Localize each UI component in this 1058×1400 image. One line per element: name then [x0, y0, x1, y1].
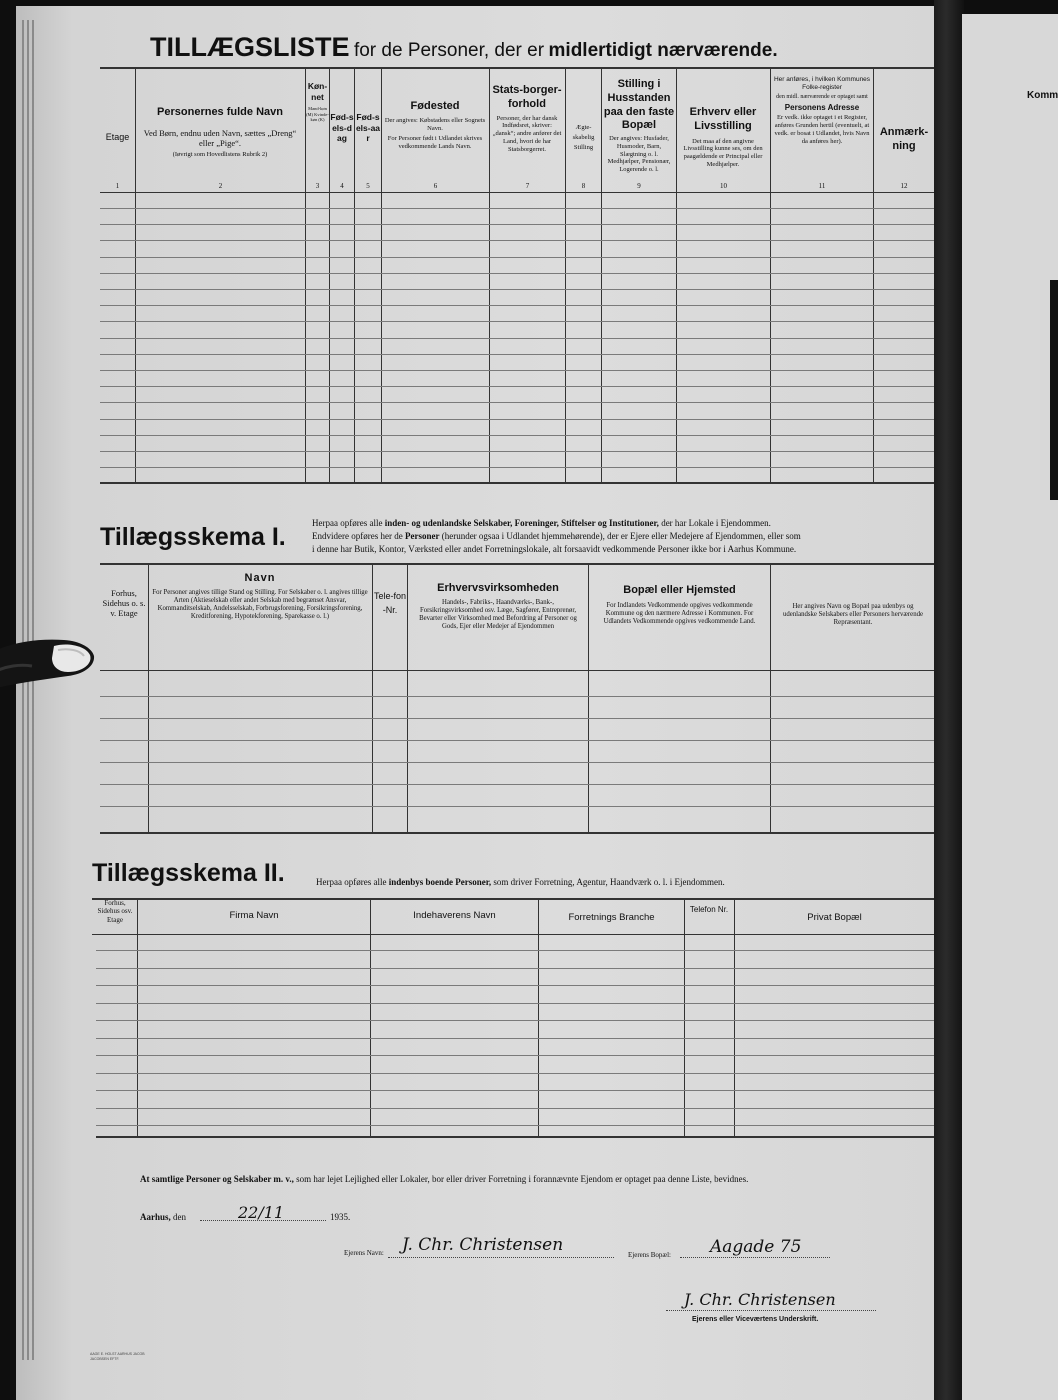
skema1-header-rule [100, 670, 934, 671]
year-label: 1935. [330, 1212, 351, 1222]
col-head: Anmærk-ning [879, 126, 929, 152]
col-divider [734, 898, 735, 1136]
row-rule [100, 208, 934, 209]
col-number: 2 [218, 182, 223, 190]
col-name-header [138, 106, 302, 159]
col-divider [148, 563, 149, 833]
col-divider [137, 898, 138, 1136]
skema2-col-owner: Indehaverens Navn [413, 910, 496, 921]
col-etage-header [100, 132, 135, 143]
col-sub2: (Iøvrigt som Hovedlistens Rubrik 2) [172, 151, 268, 158]
row-rule [100, 273, 934, 274]
skema1-col-representative [778, 603, 928, 627]
row-rule [96, 1003, 934, 1004]
skema1-top-rule [100, 563, 934, 565]
row-rule [100, 402, 934, 403]
row-rule [100, 784, 934, 785]
col-divider [370, 898, 371, 1136]
skema2-top-rule [92, 898, 934, 900]
col-remarks-header [875, 126, 933, 154]
skema2-bottom-rule [96, 1136, 934, 1138]
table-top-rule [100, 67, 934, 69]
col-number: 7 [525, 182, 530, 190]
col-pre: Her anføres, i hvilken Kommunes Folke-register [773, 76, 871, 91]
col-sub2: For Personer født i Udlandet skrives vedkommende Lands Navn. [387, 135, 483, 151]
owner-line [388, 1257, 614, 1258]
col-sub: Mand-køn (M) Kvinde-køn (K) [306, 106, 329, 123]
row-rule [100, 718, 934, 719]
skema2-title: Tillægsskema II. [92, 859, 285, 887]
date-handwritten: 22/11 [238, 1203, 285, 1222]
address-label: Ejerens Bopæl: [628, 1251, 671, 1259]
col-divider [684, 898, 685, 1136]
col-head: Stilling i Husstanden paa den faste Bopæl [603, 78, 675, 132]
skema1-bottom-rule [100, 832, 934, 834]
col-sub: Der angives: Husfader, Husmoder, Barn, Slægtning o. l. Medhjælper, Pensionær, Logerende o. l. [607, 135, 671, 174]
col-head: Køn-net [307, 81, 328, 102]
skema1-col-etage: Forhus, Sidehus o. s. v. Etage [102, 588, 146, 619]
row-rule [100, 696, 934, 697]
skema1-col-residence [592, 584, 767, 626]
place-label: Aarhus, [140, 1212, 171, 1222]
row-rule [100, 467, 934, 468]
row-rule [96, 1108, 934, 1109]
col-marital-header [566, 123, 601, 152]
col-divider [588, 563, 589, 833]
next-page-shadow [1050, 280, 1058, 500]
col-head: Erhvervsvirksomheden [437, 582, 559, 594]
skema1-col-phone [373, 590, 407, 617]
col-head: Personens Adresse [784, 102, 860, 112]
col-number: 8 [581, 182, 586, 190]
address-handwritten: Aagade 75 [710, 1237, 802, 1257]
header-bottom-rule [100, 192, 934, 193]
row-rule [96, 985, 934, 986]
row-rule [100, 370, 934, 371]
row-rule [96, 950, 934, 951]
intro-bold: Personer [404, 531, 440, 542]
next-page-strip [962, 14, 1058, 1400]
col-head: Stats-borger-forhold [492, 84, 562, 110]
finger-holding-page [0, 622, 110, 692]
col-sub: Det maa af den angivne Livsstilling kunne ses, om den paagældende er Principal eller Medhjælper. [683, 137, 763, 168]
intro-text: Endvidere opføres her de [312, 531, 403, 542]
col-occupation-header [678, 106, 768, 169]
col-sub: Handels-, Fabriks-, Haandværks-, Bank-, Forsikringsvirksomhed osv. Læge, Sagfører, Entreprenør, Bevarter eller Virksomhed med Befordring af Personer og Gods, Ejer eller Medejer af Ejendommen [419, 598, 577, 631]
signature-line [666, 1310, 876, 1311]
skema2-col-address: Privat Bopæl [807, 912, 862, 923]
intro-text: der har Lokale i Ejendommen. [661, 518, 771, 528]
col-number: 12 [900, 182, 908, 190]
book-spine [934, 0, 964, 1400]
row-rule [100, 451, 934, 452]
footer-statement [140, 1174, 940, 1184]
skema1-col-name [152, 572, 368, 621]
col-sub: For Indlandets Vedkommende opgives vedkommende Kommune og den nærmere Adresse i Kommunen. For Udlandets Vedkommende opgives vedkommende Land. [603, 601, 756, 626]
skema1-intro [312, 517, 932, 556]
col-divider [770, 563, 771, 833]
col-birthday-header [330, 112, 354, 144]
intro-line: i denne har Butik, Kontor, Værksted eller andet Forretningslokale, alt forsaavidt vedkommende Personer ikke bor i Aarhus Kommune. [312, 544, 797, 555]
skema1-col-business [411, 582, 585, 631]
intro-bold: inden- og udenlandske Selskaber, Foreninger, Stiftelser og Institutioner, [384, 518, 659, 528]
col-number: 10 [720, 182, 727, 190]
intro-text: Herpaa opføres alle [316, 877, 387, 887]
col-head: Fød-sels-aar [355, 112, 381, 144]
intro-bold: indenbys boende Personer, [388, 877, 492, 887]
row-rule [100, 289, 934, 290]
table-bottom-rule [100, 482, 934, 484]
col-number: 4 [340, 182, 344, 190]
title-bold: TILLÆGSLISTE [150, 32, 350, 62]
row-rule [100, 419, 934, 420]
row-rule [100, 762, 934, 763]
signature-label: Ejerens eller Viceværtens Underskrift. [692, 1316, 819, 1323]
col-head: Bopæl eller Hjemsted [623, 584, 736, 596]
col-number: 1 [115, 182, 120, 190]
row-rule [100, 386, 934, 387]
col-citizenship-header [491, 84, 563, 153]
intro-text: som driver Forretning, Agentur, Haandværk o. l. i Ejendommen. [493, 877, 725, 887]
statement-rest: som har lejet Lejlighed eller Lokaler, bor eller driver Forretning i forannævnte Ejendom er optaget paa denne Liste, bevidnes. [296, 1174, 749, 1184]
col-head: Fødested [410, 100, 460, 112]
row-rule [96, 1073, 934, 1074]
col-head: Etage [105, 132, 130, 142]
col-head: Ægte-skabelig Stilling [572, 124, 595, 151]
col-number: 6 [433, 182, 438, 190]
signature-handwritten: J. Chr. Christensen [684, 1290, 836, 1309]
census-form-page [16, 6, 950, 1400]
row-rule [100, 740, 934, 741]
col-divider [770, 67, 771, 483]
row-rule [100, 321, 934, 322]
row-rule [96, 968, 934, 969]
statement-bold: At samtlige Personer og Selskaber m. v., [140, 1174, 294, 1184]
col-head: Erhverv eller Livsstilling [689, 106, 757, 132]
col-divider [407, 563, 408, 833]
row-rule [96, 1055, 934, 1056]
col-sub: Der angives: Købstadens eller Sognets Navn. [384, 116, 486, 132]
col-mid: den midl. nærværende er optaget samt [776, 93, 868, 100]
row-rule [96, 1125, 934, 1126]
title-mid: for de Personer, der er [353, 40, 545, 61]
tillaegsliste-title [150, 32, 778, 63]
owner-handwritten: J. Chr. Christensen [402, 1235, 564, 1255]
row-rule [100, 354, 934, 355]
col-number: 3 [315, 182, 320, 190]
next-page-text: Komm [1027, 90, 1058, 101]
col-sub: Her angives Navn og Bopæl paa udenbys og udenlandske Selskabers eller Personers herværende Repræsentant. [782, 603, 924, 627]
skema2-header-rule [92, 934, 934, 935]
address-line [680, 1257, 830, 1258]
row-rule [100, 305, 934, 306]
col-head: Tele-fon-Nr. [373, 591, 407, 615]
col-divider [538, 898, 539, 1136]
intro-text: (herunder ogsaa i Udlandet hjemmehørende), der er Ejere eller Medejere af Ejendommen, eller som [441, 531, 801, 542]
col-divider [676, 67, 677, 483]
col-address-header [772, 76, 872, 146]
skema1-title: Tillægsskema I. [100, 523, 286, 551]
row-rule [96, 1038, 934, 1039]
skema2-col-etage: Forhus, Sidehus osv. Etage [97, 899, 133, 924]
row-rule [100, 240, 934, 241]
col-head: Personernes fulde Navn [157, 106, 283, 118]
skema2-col-phone: Telefon Nr. [689, 905, 729, 914]
skema2-intro [316, 876, 936, 889]
den-label: den [173, 1212, 187, 1222]
col-divider [601, 67, 602, 483]
intro-text: Herpaa opføres alle [312, 518, 383, 528]
footer-place-date [140, 1212, 186, 1222]
col-birthyear-header [355, 112, 381, 144]
owner-label: Ejerens Navn: [344, 1249, 384, 1257]
col-divider [381, 67, 382, 483]
col-sub: For Personer angives tillige Stand og Stilling. For Selskaber o. l. angives tillige Arten (Aktieselskab eller andet Selskab med begrænset Ansvar, Kommanditselskab, Andelsselskab, Forbrugsforening, Forsikringsforening, Kreditforening, Hypotekforening, Sparekasse o. l.) [152, 588, 368, 621]
col-head: Navn [244, 572, 276, 584]
col-sub: Er vedk. ikke optaget i et Register, anføres Grunden hertil (eventuelt, at vedk. er bosat i Udlandet, hvis Navn da anføres her). [774, 114, 870, 145]
row-rule [100, 435, 934, 436]
title-end: midlertidigt nærværende. [548, 40, 778, 61]
intro-line [312, 517, 932, 530]
skema2-col-firm: Firma Navn [229, 910, 279, 921]
col-sub: Personer, der har dansk Indfødsret, skriver: „dansk“; andre anfører det Land, hvori de har Statsborgerret. [492, 114, 562, 153]
row-rule [100, 806, 934, 807]
col-sub: Ved Børn, endnu uden Navn, sættes „Dreng“ eller „Pige“. [143, 127, 297, 149]
col-household-header [603, 78, 675, 174]
row-rule [96, 1020, 934, 1021]
printer-mark: AAGE E. HOLST AARHUS JACOB JACOBSEN EFTF. [90, 1352, 145, 1361]
col-divider [873, 67, 874, 483]
col-gender-header [306, 81, 329, 122]
skema2-col-branch: Forretnings Branche [568, 912, 655, 923]
col-divider [305, 67, 306, 483]
row-rule [100, 257, 934, 258]
col-number: 9 [637, 182, 641, 190]
row-rule [96, 1090, 934, 1091]
col-head: Fød-sels-dag [330, 112, 354, 144]
row-rule [100, 338, 934, 339]
col-birthplace-header [384, 100, 486, 151]
intro-line [312, 530, 932, 543]
col-divider [489, 67, 490, 483]
col-divider [135, 67, 136, 483]
row-rule [100, 224, 934, 225]
col-number: 5 [366, 182, 370, 190]
col-number: 11 [818, 182, 826, 190]
